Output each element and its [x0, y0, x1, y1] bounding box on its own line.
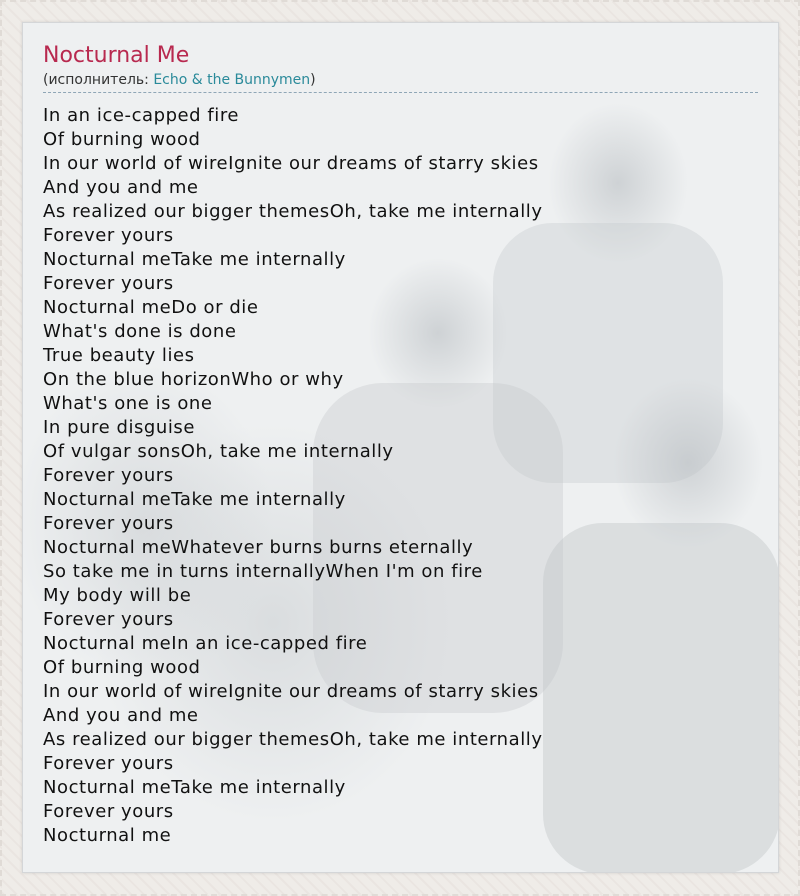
lyric-line: So take me in turns internallyWhen I'm on fire [43, 561, 483, 582]
lyric-line: Forever yours [43, 465, 174, 486]
lyric-line: Nocturnal meTake me internally [43, 777, 346, 798]
lyric-line: As realized our bigger themesOh, take me internally [43, 729, 543, 750]
artist-prefix: (исполнитель: [43, 72, 154, 88]
lyric-line: Forever yours [43, 225, 174, 246]
lyric-line: Forever yours [43, 273, 174, 294]
lyrics-card [22, 22, 779, 873]
lyric-line: Forever yours [43, 513, 174, 534]
lyric-line: Nocturnal meIn an ice-capped fire [43, 633, 368, 654]
lyric-line: In an ice-capped fire [43, 105, 240, 126]
lyric-line: True beauty lies [43, 345, 195, 366]
lyric-line: Forever yours [43, 753, 174, 774]
lyric-line: Of burning wood [43, 657, 201, 678]
lyric-line: In pure disguise [43, 417, 195, 438]
lyric-line: Nocturnal meTake me internally [43, 489, 346, 510]
lyric-line: Forever yours [43, 609, 174, 630]
lyrics-content [43, 41, 758, 848]
lyric-line: And you and me [43, 177, 199, 198]
lyric-line: And you and me [43, 705, 199, 726]
lyric-line: What's one is one [43, 393, 213, 414]
lyric-line: Nocturnal meTake me internally [43, 249, 346, 270]
lyric-line: Nocturnal meWhatever burns burns eternally [43, 537, 474, 558]
artist-line [43, 71, 758, 93]
lyrics-text [43, 104, 758, 848]
artist-suffix: ) [310, 72, 316, 88]
lyric-line: In our world of wireIgnite our dreams of starry skies [43, 681, 539, 702]
lyric-line: Nocturnal meDo or die [43, 297, 259, 318]
lyric-line: On the blue horizonWho or why [43, 369, 344, 390]
lyric-line: In our world of wireIgnite our dreams of starry skies [43, 153, 539, 174]
song-title: Nocturnal Me [43, 43, 190, 68]
lyric-line: As realized our bigger themesOh, take me internally [43, 201, 543, 222]
lyric-line: What's done is done [43, 321, 237, 342]
lyric-line: Forever yours [43, 801, 174, 822]
lyric-line: Of vulgar sonsOh, take me internally [43, 441, 394, 462]
lyric-line: Of burning wood [43, 129, 201, 150]
artist-link[interactable]: Echo & the Bunnymen [153, 72, 311, 88]
lyric-line: Nocturnal me [43, 825, 172, 846]
lyric-line: My body will be [43, 585, 192, 606]
